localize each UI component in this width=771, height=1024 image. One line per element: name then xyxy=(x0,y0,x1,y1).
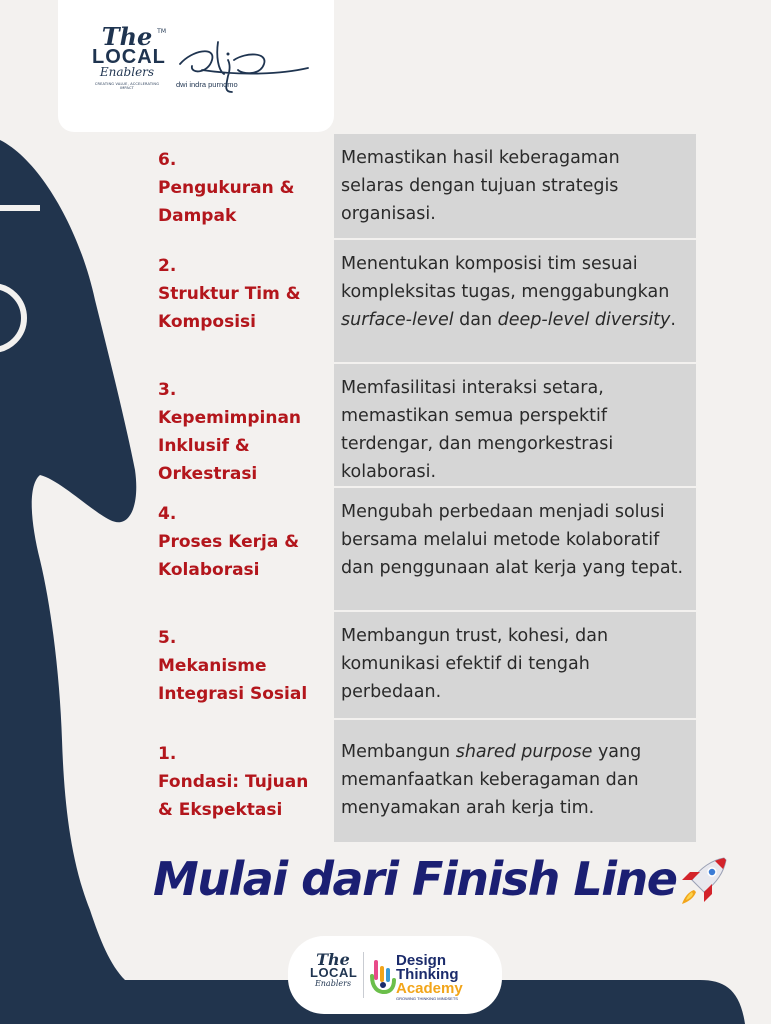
row-title: Kepemimpinan Inklusif & Orkestrasi xyxy=(158,408,302,484)
row-title: Struktur Tim & Komposisi xyxy=(158,284,301,332)
table-row xyxy=(146,612,696,720)
logo-enablers: Enablers xyxy=(99,65,155,79)
row-label xyxy=(146,134,334,238)
row-title: Pengukuran & Dampak xyxy=(158,178,295,226)
row-number: 5. xyxy=(158,628,177,648)
row-description: Memastikan hasil keberagaman selaras dengan tujuan strategis organisasi. xyxy=(334,134,696,238)
row-title: Fondasi: Tujuan & Ekspektasi xyxy=(158,772,309,820)
table-row xyxy=(146,488,696,612)
row-description: Menentukan komposisi tim sesuai kompleksitas tugas, menggabungkan surface-level dan deep-level diversity. xyxy=(334,240,696,362)
row-label xyxy=(146,364,334,486)
footer-divider xyxy=(363,952,364,998)
dta-line2: Thinking xyxy=(396,966,459,983)
top-logo-card xyxy=(58,0,334,132)
dta-line3: Academy xyxy=(396,980,463,997)
row-label xyxy=(146,612,334,718)
row-number: 1. xyxy=(158,744,177,764)
footer-logo-pill xyxy=(288,936,502,1014)
row-label xyxy=(146,488,334,610)
footer-logo-local: LOCAL xyxy=(310,965,358,980)
row-description: Membangun trust, kohesi, dan komunikasi efektif di tengah perbedaan. xyxy=(334,612,696,718)
figure-stripe xyxy=(0,205,40,211)
dta-subtitle: GROWING THINKING MINDSETS xyxy=(396,996,458,1001)
logo-tagline: CREATING VALUE, ACCELERATING IMPACT xyxy=(94,82,160,90)
row-title: Proses Kerja & Kolaborasi xyxy=(158,532,300,580)
table-row xyxy=(146,240,696,364)
row-number: 2. xyxy=(158,256,177,276)
table-row xyxy=(146,720,696,842)
row-description: Membangun shared purpose yang memanfaatkan keberagaman dan menyamakan arah kerja tim. xyxy=(334,720,696,842)
framework-table xyxy=(146,134,696,842)
row-label xyxy=(146,240,334,362)
table-row xyxy=(146,134,696,240)
signature-name: dwi indra purnomo xyxy=(176,80,238,89)
row-number: 6. xyxy=(158,150,177,170)
row-label xyxy=(146,720,334,842)
footer-local-enablers-logo xyxy=(310,952,356,988)
table-row xyxy=(146,364,696,488)
row-description: Memfasilitasi interaksi setara, memastikan semua perspektif terdengar, dan mengorkestrasi kolaborasi. xyxy=(334,364,696,486)
logo-tm: TM xyxy=(157,28,166,35)
logo-local: LOCAL xyxy=(92,46,166,68)
footer-logo-the: The xyxy=(316,950,350,969)
design-thinking-academy-logo xyxy=(396,954,463,1002)
row-number: 3. xyxy=(158,380,177,400)
row-number: 4. xyxy=(158,504,177,524)
rocket-icon xyxy=(672,850,734,912)
footer-logo-enablers: Enablers xyxy=(314,979,352,988)
row-title: Mekanisme Integrasi Sosial xyxy=(158,656,308,704)
row-description: Mengubah perbedaan menjadi solusi bersama melalui metode kolaboratif dan penggunaan alat kerja yang tepat. xyxy=(334,488,696,610)
logo-the: The xyxy=(101,22,153,51)
the-local-enablers-logo xyxy=(92,22,166,90)
dta-line1: Design xyxy=(396,952,447,969)
headline: Mulai dari Finish Line xyxy=(153,852,677,906)
hand-icon xyxy=(368,958,398,996)
